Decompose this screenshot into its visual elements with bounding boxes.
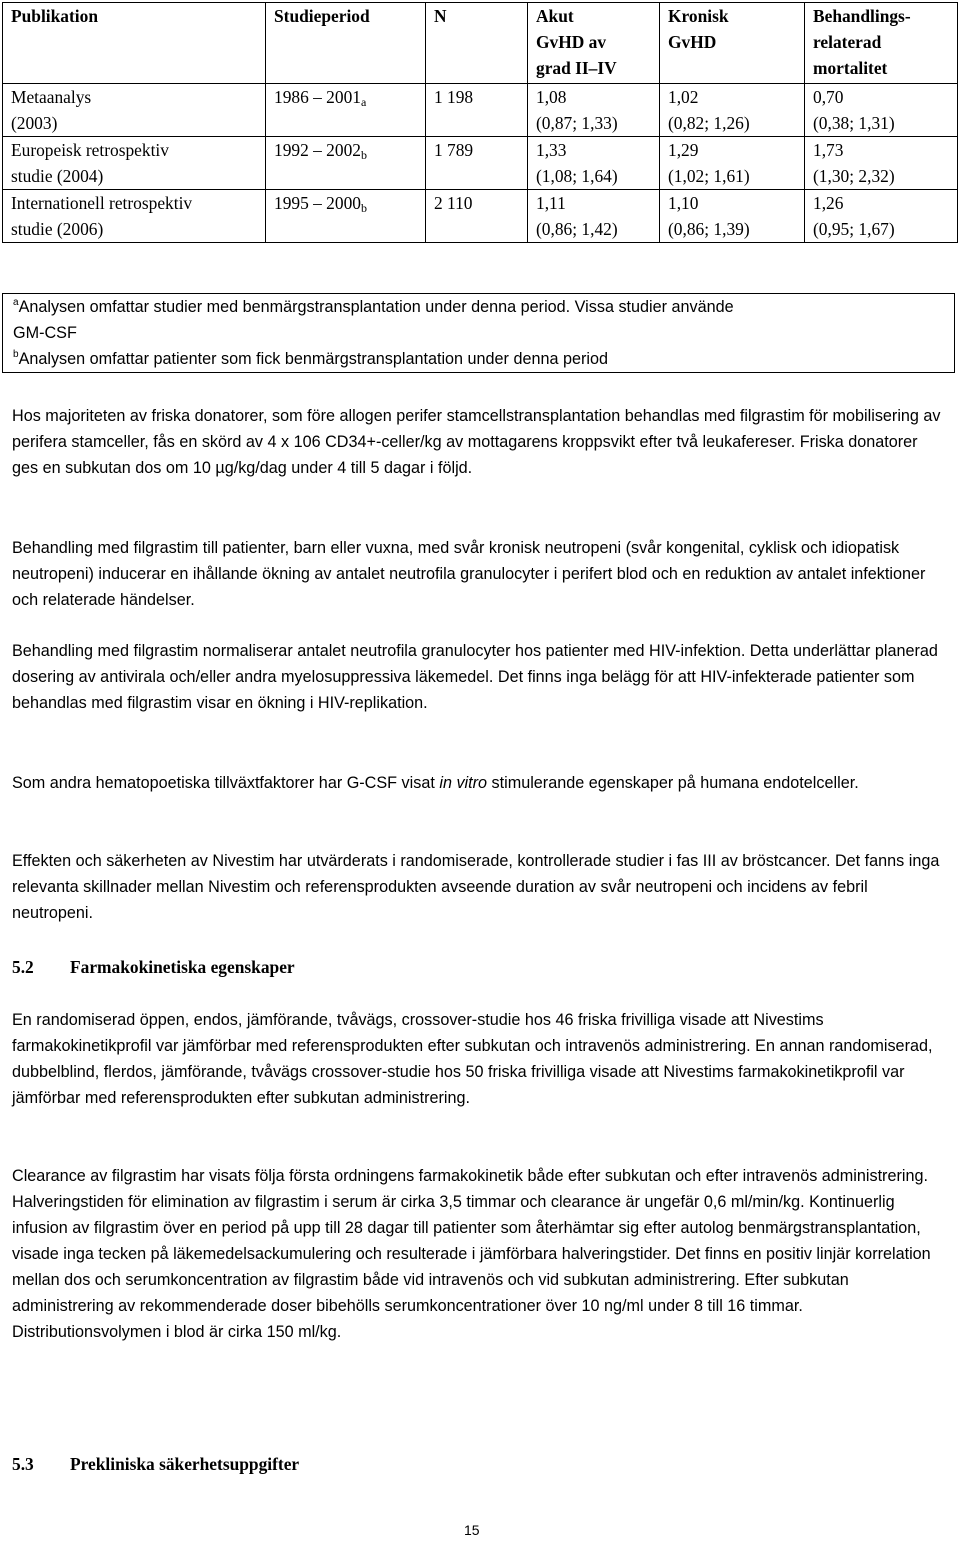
period-range: 1986 – 2001 bbox=[274, 87, 361, 107]
table-header-row bbox=[3, 3, 958, 84]
header-study-period: Studieperiod bbox=[266, 3, 426, 84]
footnote-a-continued: GM-CSF bbox=[13, 324, 77, 342]
cell-trm bbox=[805, 190, 958, 243]
chronic-ci: (0,86; 1,39) bbox=[668, 219, 750, 239]
table-row bbox=[3, 84, 958, 137]
trm-ci: (1,30; 2,32) bbox=[813, 166, 895, 186]
header-acute-line: GvHD av bbox=[536, 32, 607, 52]
paragraph-endothelial bbox=[12, 770, 942, 796]
footnote-mark: b bbox=[13, 349, 19, 360]
footnote-a bbox=[13, 294, 954, 320]
cell-publication bbox=[3, 84, 266, 137]
publication-name: Europeisk retrospektiv bbox=[11, 140, 169, 160]
footnote-b bbox=[13, 346, 954, 372]
chronic-value: 1,02 bbox=[668, 87, 699, 107]
period-range: 1995 – 2000 bbox=[274, 193, 361, 213]
footnote-text: Analysen omfattar patienter som fick benmärgstransplantation under denna period bbox=[18, 350, 608, 368]
header-n: N bbox=[426, 3, 528, 84]
acute-value: 1,08 bbox=[536, 87, 567, 107]
paragraph-donor-mobilisation: Hos majoriteten av friska donatorer, som före allogen perifer stamcellstransplantation behandlas med filgrastim för mobilisering av perifera stamceller, fås en skörd av 4 x 106 CD34+-celler/kg av mottagarens kroppsvikt efter två leukafereser. Friska donatorer ges en subkutan dos om 10 µg/kg/dag under 4 till 5 dagar i följd. bbox=[12, 407, 941, 477]
cell-trm bbox=[805, 84, 958, 137]
section-heading-5-2 bbox=[12, 954, 295, 980]
cell-acute bbox=[528, 84, 660, 137]
paragraph-hiv: Behandling med filgrastim normaliserar antalet neutrofila granulocyter hos patienter med HIV-infektion. Detta underlättar planerad dosering av antivirala och/eller andra myelosuppressiva läkemedel. Det finns inga belägg för att HIV-infekterade patienter som behandlas med filgrastim visar en ökning i HIV-replikation. bbox=[12, 642, 938, 712]
chronic-value: 1,10 bbox=[668, 193, 699, 213]
cell-n: 1 198 bbox=[426, 84, 528, 137]
footnote-text: Analysen omfattar studier med benmärgstransplantation under denna period. Vissa studier använde bbox=[18, 298, 734, 316]
section-title: Prekliniska säkerhetsuppgifter bbox=[70, 1454, 300, 1474]
period-footnote-mark: a bbox=[360, 95, 367, 109]
paragraph-clearance: Clearance av filgrastim har visats följa första ordningens farmakokinetik både efter subkutan och efter intravenös administrering. Halveringstiden för elimination av filgrastim i serum är cirka 3,5 timmar och clearance är ungefär 0,6 ml/min/kg. Kontinuerlig infusion av filgrastim över en period på upp till 28 dagar till patienter som återhämtar sig efter autolog benmärgstransplantation, visade inga tecken på läkemedelsackumulering och resulterade i jämförbara halveringstider. Det finns en positiv linjär korrelation mellan dos och serumkoncentration av filgrastim både vid intravenös och vid subkutan administrering. Efter subkutan administrering av rekommenderade doser bibehölls serumkoncentrationer över 10 ng/ml under 8 till 16 timmar. Distributionsvolymen i blod är cirka 150 ml/kg. bbox=[12, 1167, 931, 1341]
header-chronic-gvhd bbox=[660, 3, 805, 84]
header-trm-line: mortalitet bbox=[813, 58, 888, 78]
study-results-table bbox=[2, 2, 958, 243]
trm-value: 1,73 bbox=[813, 140, 844, 160]
cell-publication bbox=[3, 190, 266, 243]
cell-n: 1 789 bbox=[426, 137, 528, 190]
header-treatment-mortality bbox=[805, 3, 958, 84]
section-heading-5-3 bbox=[12, 1451, 299, 1477]
italic-text: in vitro bbox=[439, 774, 488, 792]
header-acute-line: grad II–IV bbox=[536, 58, 617, 78]
publication-year: studie (2006) bbox=[11, 219, 104, 239]
period-range: 1992 – 2002 bbox=[274, 140, 361, 160]
period-footnote-mark: b bbox=[360, 201, 367, 215]
section-number: 5.3 bbox=[12, 1454, 34, 1474]
table-row bbox=[3, 137, 958, 190]
cell-period bbox=[266, 137, 426, 190]
section-number: 5.2 bbox=[12, 957, 34, 977]
text-span: stimulerande egenskaper på humana endotelceller. bbox=[487, 774, 859, 792]
cell-acute bbox=[528, 190, 660, 243]
header-chronic-line: Kronisk bbox=[668, 6, 729, 26]
cell-publication bbox=[3, 137, 266, 190]
cell-acute bbox=[528, 137, 660, 190]
trm-ci: (0,95; 1,67) bbox=[813, 219, 895, 239]
chronic-value: 1,29 bbox=[668, 140, 699, 160]
text-span: Som andra hematopoetiska tillväxtfaktorer har G-CSF visat bbox=[12, 774, 440, 792]
table-row bbox=[3, 190, 958, 243]
header-publication: Publikation bbox=[3, 3, 266, 84]
header-trm-line: Behandlings- bbox=[813, 6, 911, 26]
header-acute-gvhd bbox=[528, 3, 660, 84]
page-number: 15 bbox=[464, 1522, 480, 1538]
table-footnotes bbox=[2, 293, 955, 373]
cell-period bbox=[266, 190, 426, 243]
header-acute-line: Akut bbox=[536, 6, 574, 26]
cell-chronic bbox=[660, 137, 805, 190]
publication-year: studie (2004) bbox=[11, 166, 104, 186]
header-trm-line: relaterad bbox=[813, 32, 882, 52]
acute-ci: (1,08; 1,64) bbox=[536, 166, 618, 186]
cell-chronic bbox=[660, 84, 805, 137]
chronic-ci: (1,02; 1,61) bbox=[668, 166, 750, 186]
cell-chronic bbox=[660, 190, 805, 243]
cell-trm bbox=[805, 137, 958, 190]
acute-value: 1,11 bbox=[536, 193, 566, 213]
acute-ci: (0,86; 1,42) bbox=[536, 219, 618, 239]
publication-name: Internationell retrospektiv bbox=[11, 193, 193, 213]
paragraph-chronic-neutropenia: Behandling med filgrastim till patienter, barn eller vuxna, med svår kronisk neutropeni (svår kongenital, cyklisk och idiopatisk neutropeni) inducerar en ihållande ökning av antalet neutrofila granulocyter i perifert blod och en reduktion av antalet infektioner och relaterade händelser. bbox=[12, 539, 926, 609]
acute-value: 1,33 bbox=[536, 140, 567, 160]
cell-period bbox=[266, 84, 426, 137]
section-title: Farmakokinetiska egenskaper bbox=[70, 957, 295, 977]
paragraph-pk-study: En randomiserad öppen, endos, jämförande, tvåvägs, crossover-studie hos 46 friska frivilliga visade att Nivestims farmakokinetikprofil var jämförbar med referensprodukten efter subkutan och intravenös administrering. En annan randomiserad, dubbelblind, flerdos, jämförande, tvåvägs crossover-studie hos 50 friska frivilliga visade att Nivestims farmakokinetikprofil var jämförbar med referensprodukten efter subkutan administrering. bbox=[12, 1011, 933, 1107]
chronic-ci: (0,82; 1,26) bbox=[668, 113, 750, 133]
trm-value: 0,70 bbox=[813, 87, 844, 107]
paragraph-efficacy: Effekten och säkerheten av Nivestim har utvärderats i randomiserade, kontrollerade studier i fas III av bröstcancer. Det fanns inga relevanta skillnader mellan Nivestim och referensprodukten avseende duration av svår neutropeni och incidens av febril neutropeni. bbox=[12, 852, 940, 922]
footnote-mark: a bbox=[13, 297, 19, 308]
acute-ci: (0,87; 1,33) bbox=[536, 113, 618, 133]
trm-ci: (0,38; 1,31) bbox=[813, 113, 895, 133]
cell-n: 2 110 bbox=[426, 190, 528, 243]
period-footnote-mark: b bbox=[360, 148, 367, 162]
publication-year: (2003) bbox=[11, 113, 58, 133]
publication-name: Metaanalys bbox=[11, 87, 92, 107]
trm-value: 1,26 bbox=[813, 193, 844, 213]
header-chronic-line: GvHD bbox=[668, 32, 717, 52]
